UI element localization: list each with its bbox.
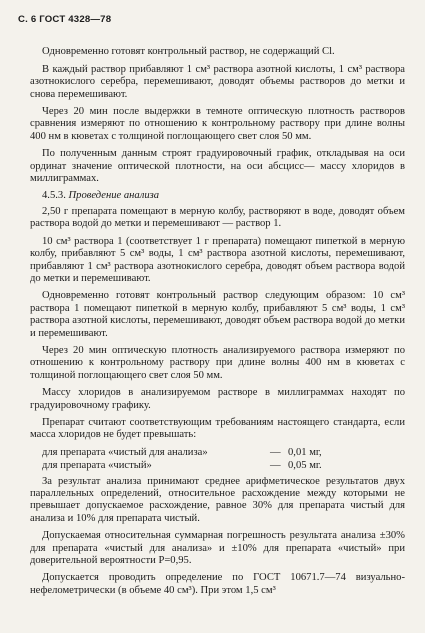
paragraph: Одновременно готовят контрольный раствор, не содержащий Cl. <box>42 46 335 58</box>
page-header: С. 6 ГОСТ 4328—78 <box>18 14 112 25</box>
paragraph: Массу хлоридов в анализируемом растворе в миллиграммах находят по градуировочному графику. <box>30 387 405 411</box>
paragraph: В каждый раствор прибавляют 1 см³ раствора азотной кислоты, 1 см³ раствора азотнокислого серебра, перемешивают, доводят объемы растворов до метки и снова перемешивают. <box>30 63 405 100</box>
limit-row <box>42 447 405 459</box>
section-heading <box>42 190 405 202</box>
paragraph: Через 20 мин оптическую плотность анализируемого раствора измеряют по отношению к контрольному раствору при длине волны 400 нм в кюветах с толщиной поглощающего свет слоя 50 мм. <box>30 344 405 381</box>
limit-dash: — <box>270 446 281 458</box>
paragraph: Препарат считают соответствующим требованиям настоящего стандарта, если масса хлоридов не будет превышать: <box>30 416 405 441</box>
limit-value: 0,05 мг. <box>288 460 322 472</box>
limit-value: 0,01 мг, <box>288 446 322 458</box>
paragraph: 10 см³ раствора 1 (соответствует 1 г препарата) помещают пипеткой в мерную колбу, прибавляют 5 см³ воды, 1 см³ раствора азотной кислоты, перемешивают, прибавляют 1 см³ раствора азотнокислого серебра, доводят объем раствора водой до метки и перемешивают. <box>30 235 405 284</box>
section-title: Проведение анализа <box>68 190 160 202</box>
section-number: 4.5.3. <box>42 190 66 202</box>
paragraph: За результат анализа принимают среднее арифметическое результатов двух параллельных определений, относительное расхождение между которыми не превышает допускаемое расхождение, равное 30% для препарата чистый для анализа и 10% для препарата чистый. <box>30 475 405 524</box>
limit-dash: — <box>270 460 281 472</box>
paragraph: Допускаемая относительная суммарная погрешность результата анализа ±30% для препарата «чистый для анализа» и ±10% для препарата «чистый» при доверительной вероятности P=0,95. <box>30 530 405 567</box>
limit-label: для препарата «чистый» <box>42 460 152 472</box>
paragraph: Одновременно готовят контрольный раствор следующим образом: 10 см³ раствора 1 помещают пипеткой в мерную колбу, прибавляют 5 см³ воды, 1 см³ раствора азотной кислоты, перемешивают, доводят объем раствора водой до метки и перемешивают. <box>30 290 405 339</box>
limit-label: для препарата «чистый для анализа» <box>42 446 208 458</box>
paragraph: 2,50 г препарата помещают в мерную колбу, растворяют в воде, доводят объем раствора водой до метки и перемешивают — раствор 1. <box>30 205 405 230</box>
paragraph: Через 20 мин после выдержки в темноте оптическую плотность растворов сравнения измеряют по отношению к контрольному раствору при длине волны 400 нм в кюветах с толщиной поглощающего свет слоя 50 мм. <box>30 106 405 142</box>
limit-row <box>42 460 405 472</box>
paragraph: По полученным данным строят градуировочный график, откладывая на оси ординат значение оптической плотности, на оси абсцисс— массу хлоридов в миллиграммах. <box>30 148 405 185</box>
paragraph: Допускается проводить определение по ГОСТ 10671.7—74 визуально-нефелометрически (в объеме 40 см³). При этом 1,5 см³ <box>30 572 405 596</box>
